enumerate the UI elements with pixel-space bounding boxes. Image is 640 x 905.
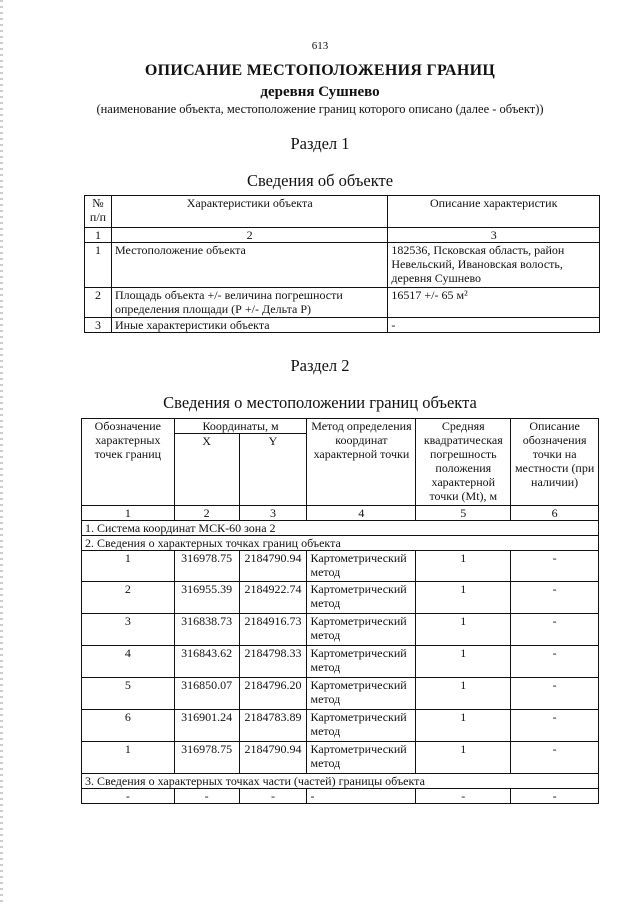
header-description: Описание характеристик <box>388 196 600 228</box>
header-point-description: Описание обозначения точки на местности (при наличии) <box>511 419 599 506</box>
coordinate-system-row <box>82 521 599 536</box>
point-description: - <box>511 551 599 582</box>
point-id: 3 <box>82 614 175 646</box>
point-error: 1 <box>416 710 511 742</box>
point-id: 1 <box>82 551 175 582</box>
table-row <box>82 789 599 804</box>
point-y: 2184916.73 <box>239 614 307 646</box>
point-error: 1 <box>416 551 511 582</box>
point-error: 1 <box>416 678 511 710</box>
point-x: 316850.07 <box>174 678 239 710</box>
page-number: 613 <box>311 40 329 52</box>
part-cell: - <box>307 789 416 804</box>
points-section-row <box>82 536 599 551</box>
table-row <box>82 551 599 582</box>
point-description: - <box>511 614 599 646</box>
column-number: 4 <box>307 506 416 521</box>
point-x: 316978.75 <box>174 742 239 774</box>
table-header-row <box>82 419 599 434</box>
section1-subheading: Сведения об объекте <box>246 171 394 190</box>
row-characteristic: Площадь объекта +/- величина погрешности определения площади (Р +/- Дельта Р) <box>111 288 387 318</box>
point-y: 2184798.33 <box>239 646 307 678</box>
header-characteristic: Характеристики объекта <box>111 196 387 228</box>
boundary-points-table <box>81 418 599 804</box>
column-number-row <box>85 228 600 243</box>
point-id: 6 <box>82 710 175 742</box>
point-x: 316955.39 <box>174 582 239 614</box>
table-row <box>82 678 599 710</box>
point-method: Картометрический метод <box>307 614 416 646</box>
section2-subheading: Сведения о местоположении границ объекта <box>163 393 477 412</box>
document-title: ОПИСАНИЕ МЕСТОПОЛОЖЕНИЯ ГРАНИЦ <box>144 62 496 79</box>
column-number: 3 <box>239 506 307 521</box>
point-method: Картометрический метод <box>307 710 416 742</box>
point-id: 4 <box>82 646 175 678</box>
point-x: 316838.73 <box>174 614 239 646</box>
point-id: 5 <box>82 678 175 710</box>
header-y: Y <box>239 434 307 506</box>
point-description: - <box>511 710 599 742</box>
part-cell: - <box>416 789 511 804</box>
row-description: 182536, Псковская область, район Невельский, Ивановская волость, деревня Сушнево <box>388 243 600 288</box>
part-cell: - <box>82 789 175 804</box>
point-y: 2184783.89 <box>239 710 307 742</box>
table-row <box>82 710 599 742</box>
point-x: 316978.75 <box>174 551 239 582</box>
point-error: 1 <box>416 614 511 646</box>
point-y: 2184922.74 <box>239 582 307 614</box>
table-row <box>85 318 600 333</box>
header-x: X <box>174 434 239 506</box>
part-cell: - <box>174 789 239 804</box>
row-number: 1 <box>85 243 112 288</box>
point-method: Картометрический метод <box>307 742 416 774</box>
header-point-designation: Обозначение характерных точек границ <box>82 419 175 506</box>
column-number: 3 <box>388 228 600 243</box>
row-characteristic: Иные характеристики объекта <box>111 318 387 333</box>
section2-heading: Раздел 2 <box>290 356 350 375</box>
point-y: 2184796.20 <box>239 678 307 710</box>
point-method: Картометрический метод <box>307 678 416 710</box>
point-description: - <box>511 646 599 678</box>
table-row <box>82 646 599 678</box>
column-number: 1 <box>85 228 112 243</box>
point-y: 2184790.94 <box>239 742 307 774</box>
table-row <box>82 582 599 614</box>
point-x: 316901.24 <box>174 710 239 742</box>
point-description: - <box>511 742 599 774</box>
point-y: 2184790.94 <box>239 551 307 582</box>
point-error: 1 <box>416 582 511 614</box>
header-method: Метод определения координат характерной точки <box>307 419 416 506</box>
point-method: Картометрический метод <box>307 551 416 582</box>
row-characteristic: Местоположение объекта <box>111 243 387 288</box>
row-number: 2 <box>85 288 112 318</box>
point-x: 316843.62 <box>174 646 239 678</box>
part-cell: - <box>239 789 307 804</box>
column-number: 6 <box>511 506 599 521</box>
section1-heading: Раздел 1 <box>290 134 350 153</box>
point-method: Картометрический метод <box>307 582 416 614</box>
object-info-table <box>84 195 600 333</box>
points-section-title: 2. Сведения о характерных точках границ объекта <box>82 536 599 551</box>
title-note: (наименование объекта, местоположение границ которого описано (далее - объект)) <box>96 102 544 116</box>
parts-section-row <box>82 774 599 789</box>
table-row <box>82 742 599 774</box>
row-description: - <box>388 318 600 333</box>
point-description: - <box>511 678 599 710</box>
header-coordinates: Координаты, м <box>174 419 307 434</box>
table-row <box>85 288 600 318</box>
table-row <box>85 243 600 288</box>
column-number: 1 <box>82 506 175 521</box>
column-number: 2 <box>174 506 239 521</box>
column-number: 2 <box>111 228 387 243</box>
point-error: 1 <box>416 742 511 774</box>
part-cell: - <box>511 789 599 804</box>
table-header-row <box>85 196 600 228</box>
point-id: 2 <box>82 582 175 614</box>
object-name: деревня Сушнево <box>260 84 380 100</box>
parts-section-title: 3. Сведения о характерных точках части (частей) границы объекта <box>82 774 599 789</box>
point-description: - <box>511 582 599 614</box>
column-number-row <box>82 506 599 521</box>
point-id: 1 <box>82 742 175 774</box>
row-number: 3 <box>85 318 112 333</box>
header-error: Средняя квадратическая погрешность положения характерной точки (Mt), м <box>416 419 511 506</box>
row-description: 16517 +/- 65 м² <box>388 288 600 318</box>
table-row <box>82 614 599 646</box>
point-method: Картометрический метод <box>307 646 416 678</box>
coordinate-system: 1. Система координат МСК-60 зона 2 <box>82 521 599 536</box>
point-error: 1 <box>416 646 511 678</box>
header-number: № п/п <box>85 196 112 228</box>
column-number: 5 <box>416 506 511 521</box>
